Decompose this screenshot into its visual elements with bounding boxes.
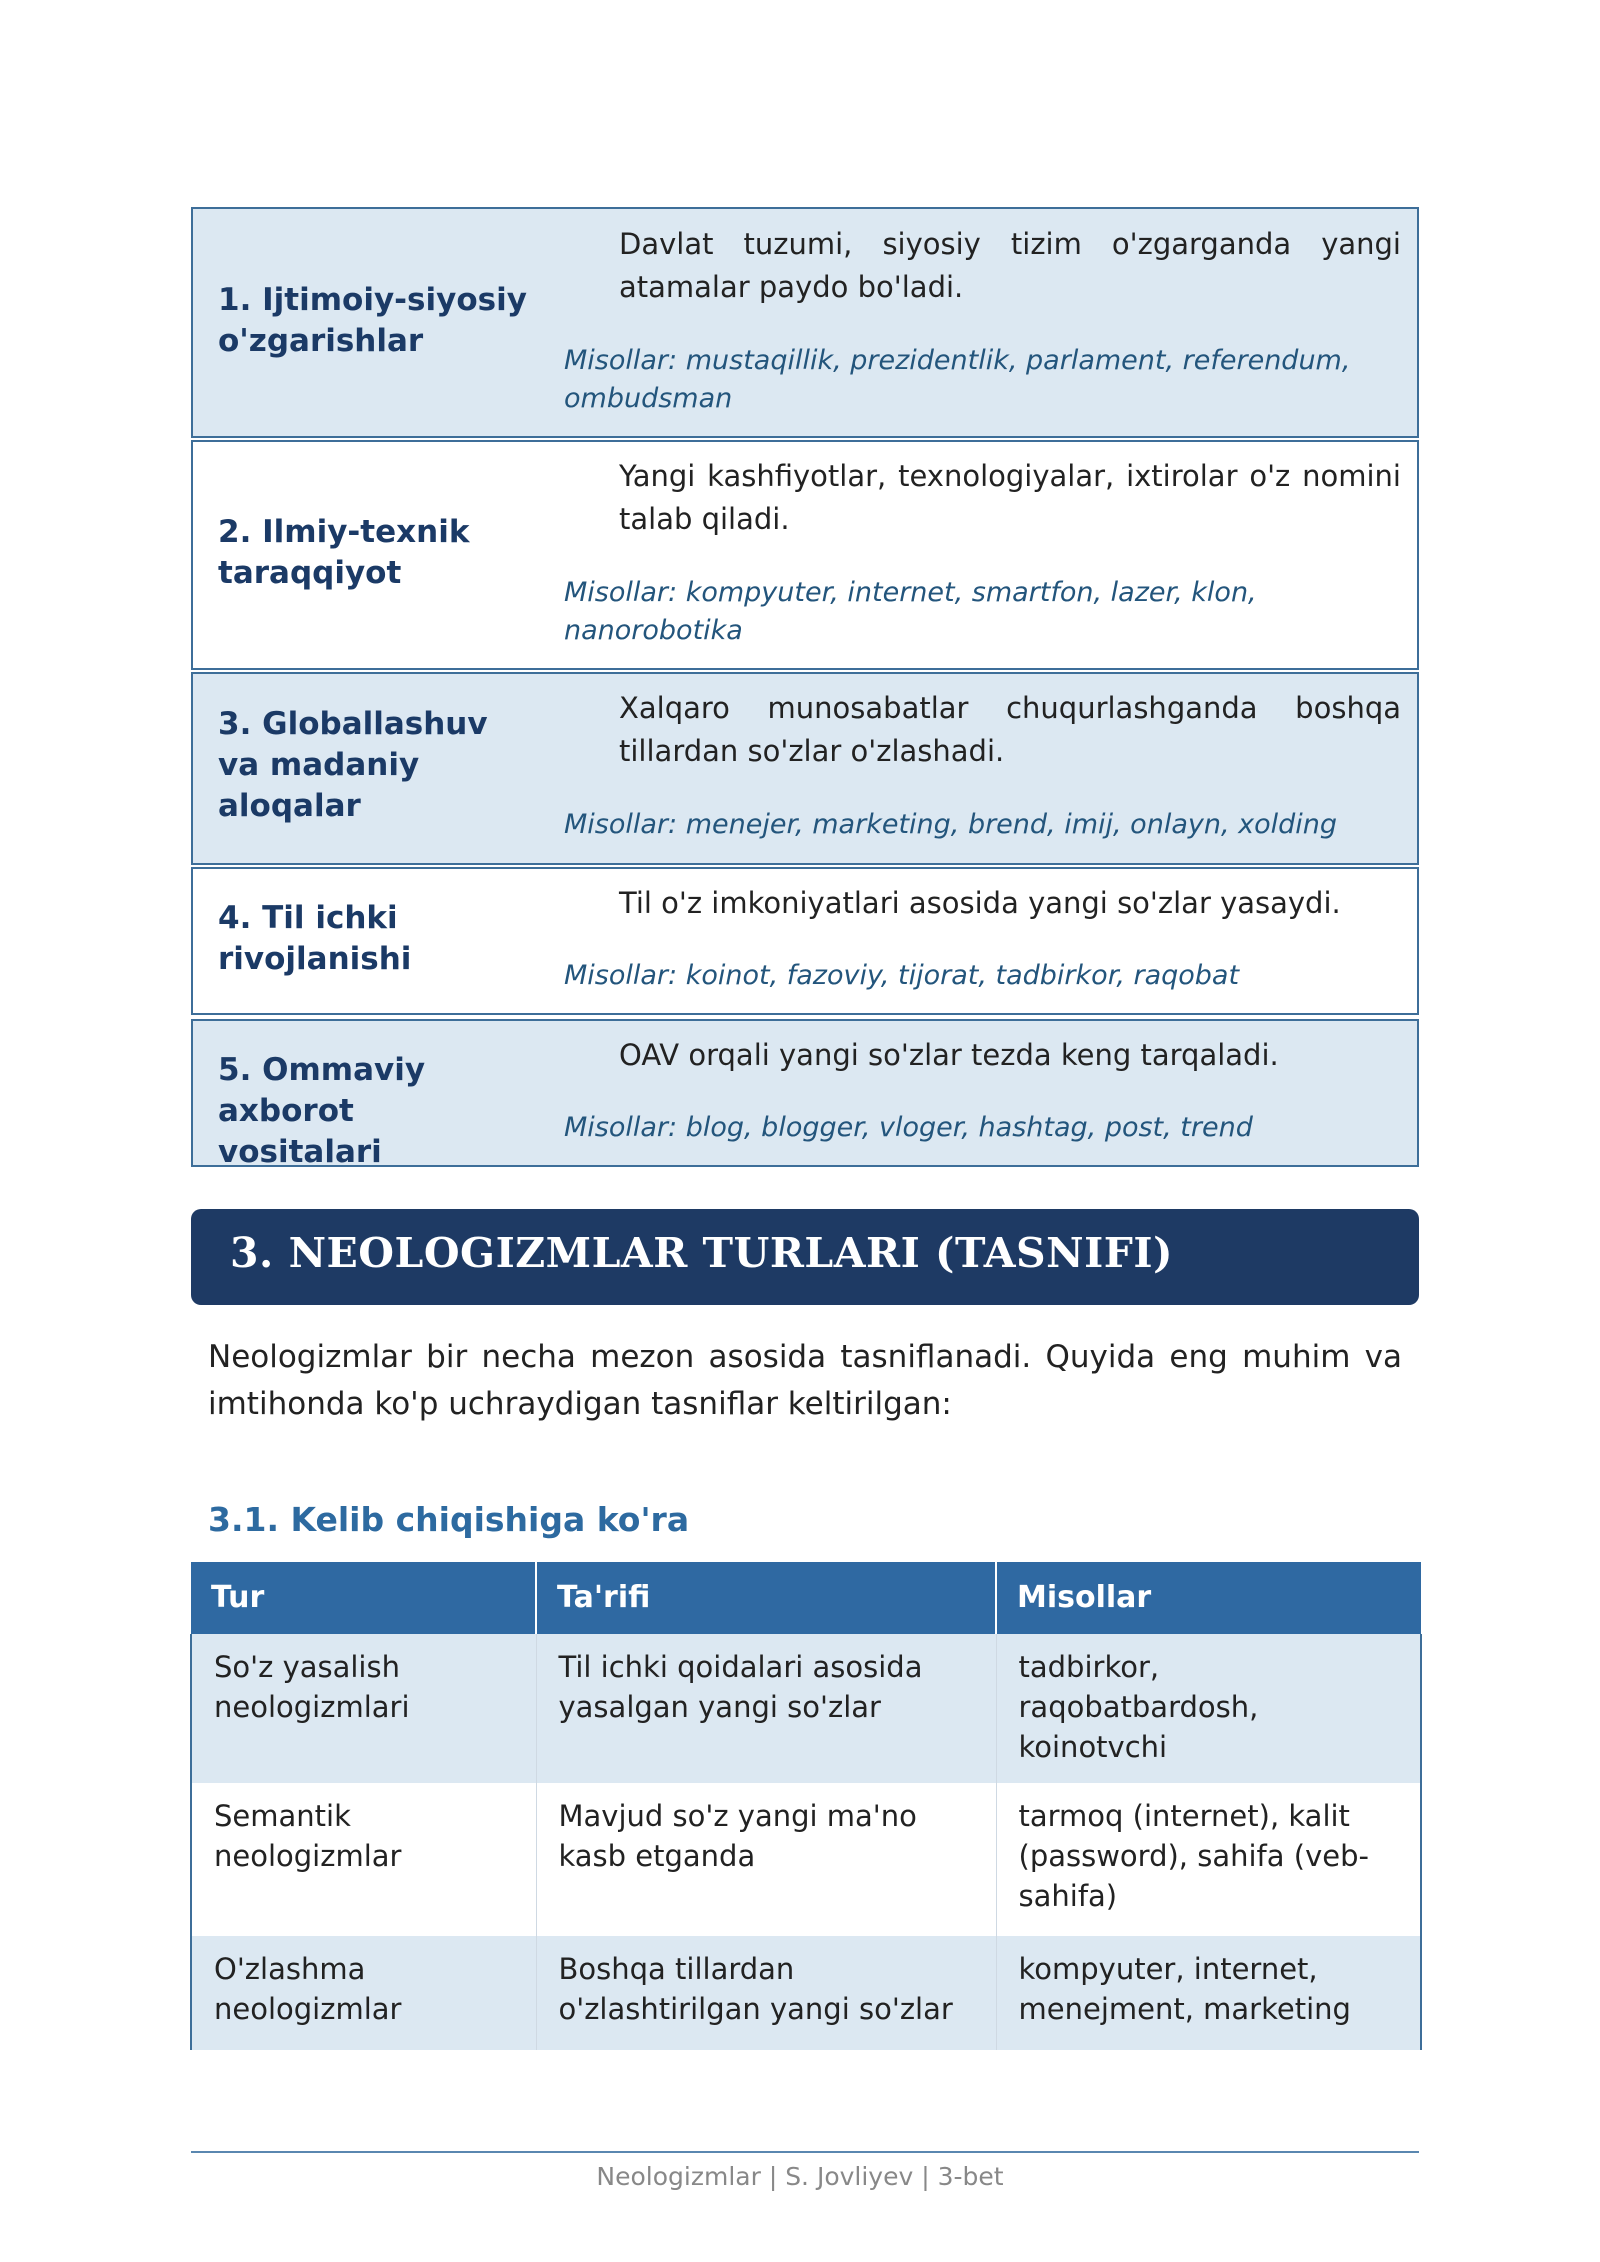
cause-box-3 — [191, 672, 1419, 865]
cause-box-1 — [191, 207, 1419, 438]
classification-table — [190, 1562, 1422, 2050]
table-row — [191, 1936, 1421, 2050]
section-intro: Neologizmlar bir necha mezon asosida tasniflanadi. Quyida eng muhim va imtihonda ko'p uchraydigan tasniflar keltirilgan: — [208, 1339, 1402, 1422]
table-cell: tadbirkor, raqobatbardosh, koinotvchi — [996, 1634, 1421, 1783]
cause-examples: Misollar: blog, blogger, vloger, hashtag, post, trend — [564, 1112, 1253, 1143]
cause-title: 4. Til ichki rivojlanishi — [218, 900, 412, 977]
footer-divider — [191, 2151, 1419, 2153]
cause-title: 3. Globallashuv va madaniy aloqalar — [218, 706, 488, 824]
cause-examples: Misollar: mustaqillik, prezidentlik, parlament, referendum, ombudsman — [564, 345, 1351, 414]
cause-title: 2. Ilmiy-texnik taraqqiyot — [218, 514, 470, 591]
cause-box-5 — [191, 1019, 1419, 1170]
page-footer: Neologizmlar | S. Jovliyev | 3-bet — [596, 2162, 1004, 2191]
table-cell: Til ichki qoidalari asosida yasalgan yangi so'zlar — [536, 1634, 996, 1783]
section-title: 3. NEOLOGIZMLAR TURLARI (TASNIFI) — [230, 1229, 1173, 1277]
cause-title: 5. Ommaviy axborot vositalari — [218, 1052, 426, 1170]
cause-examples: Misollar: koinot, fazoviy, tijorat, tadbirkor, raqobat — [564, 960, 1240, 991]
cause-description: Davlat tuzumi, siyosiy tizim o'zgarganda yangi atamalar paydo bo'ladi. — [619, 227, 1401, 304]
cause-description: Til o'z imkoniyatlari asosida yangi so'zlar yasaydi. — [619, 886, 1341, 920]
cause-box-2 — [191, 440, 1419, 670]
table-cell: Semantik neologizmlar — [191, 1783, 536, 1936]
subsection-heading: 3.1. Kelib chiqishiga ko'ra — [208, 1500, 690, 1539]
cause-box-4 — [191, 867, 1419, 1015]
section-header — [191, 1209, 1419, 1305]
cause-description: Yangi kashfiyotlar, texnologiyalar, ixtirolar o'z nomini talab qiladi. — [619, 459, 1401, 536]
table-row — [191, 1634, 1421, 1783]
cause-examples: Misollar: menejer, marketing, brend, imij, onlayn, xolding — [564, 809, 1338, 840]
table-cell: tarmoq (internet), kalit (password), sahifa (veb-sahifa) — [996, 1783, 1421, 1936]
table-cell: So'z yasalish neologizmlari — [191, 1634, 536, 1783]
cause-description: OAV orqali yangi so'zlar tezda keng tarqaladi. — [619, 1038, 1279, 1072]
column-header: Ta'rifi — [536, 1562, 996, 1634]
table-cell: O'zlashma neologizmlar — [191, 1936, 536, 2050]
table-header-row — [191, 1562, 1421, 1634]
column-header: Misollar — [996, 1562, 1421, 1634]
cause-examples: Misollar: kompyuter, internet, smartfon, lazer, klon, nanorobotika — [564, 577, 1257, 646]
table-cell: kompyuter, internet, menejment, marketing — [996, 1936, 1421, 2050]
cause-title: 1. Ijtimoiy-siyosiy o'zgarishlar — [218, 282, 527, 359]
cause-description: Xalqaro munosabatlar chuqurlashganda boshqa tillardan so'zlar o'zlashadi. — [619, 691, 1401, 768]
table-cell: Boshqa tillardan o'zlashtirilgan yangi so'zlar — [536, 1936, 996, 2050]
table-row — [191, 1783, 1421, 1936]
table-cell: Mavjud so'z yangi ma'no kasb etganda — [536, 1783, 996, 1936]
column-header: Tur — [191, 1562, 536, 1634]
